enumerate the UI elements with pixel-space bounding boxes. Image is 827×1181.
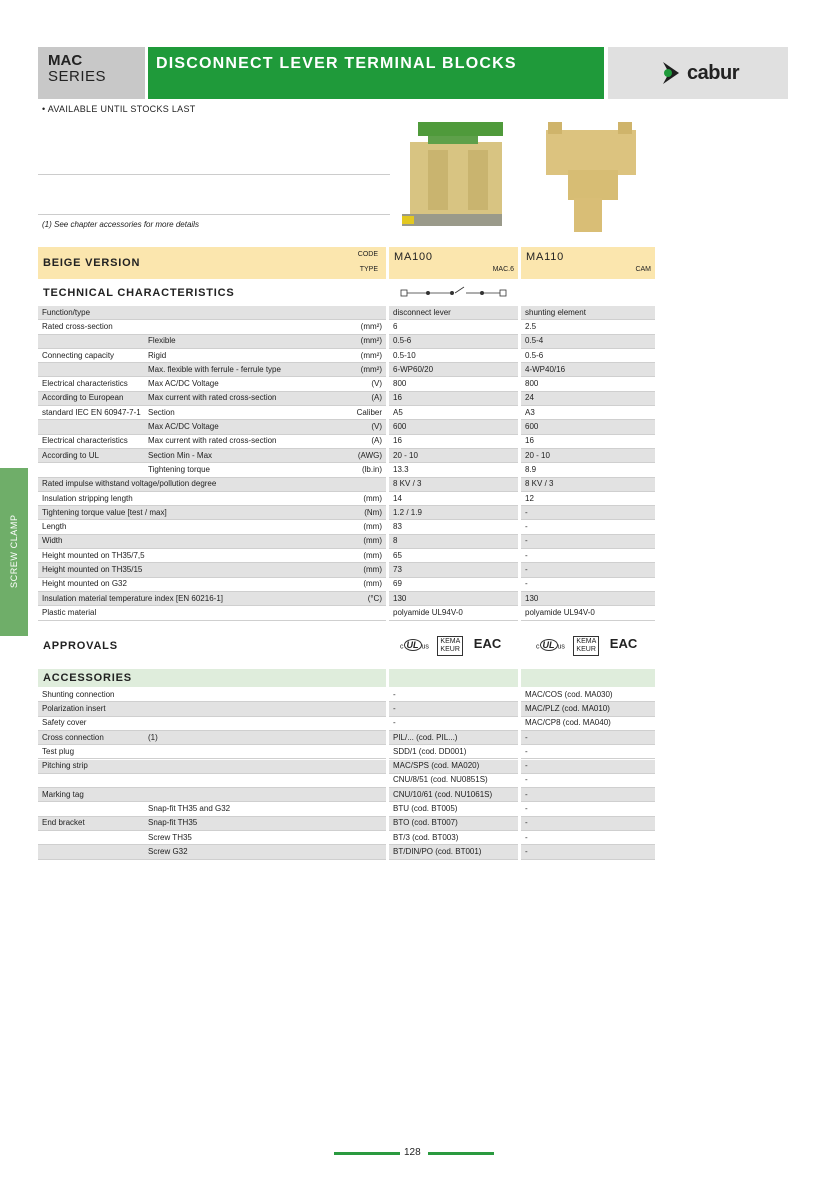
table-row: [38, 760, 655, 774]
brand-name: cabur: [687, 61, 739, 84]
table-row: [38, 717, 655, 731]
row-sublabel: Screw TH35: [144, 831, 386, 845]
row-value-ma110: 8 KV / 3: [521, 478, 655, 492]
table-row: [38, 378, 655, 392]
row-value-ma110: 0.5-6: [521, 349, 655, 363]
row-value-ma100: 6-WP60/20: [389, 363, 518, 377]
row-label: Electrical characteristics: [38, 378, 144, 392]
row-value-ma100: 69: [389, 578, 518, 592]
row-value-ma110: 600: [521, 420, 655, 434]
row-value-ma110: -: [521, 521, 655, 535]
row-unit: (A): [350, 392, 386, 406]
row-label: Connecting capacity: [38, 349, 144, 363]
brand-logo: [608, 47, 788, 99]
series-name: MAC: [48, 52, 83, 69]
version-label: BEIGE VERSION: [43, 257, 141, 269]
row-value-ma110: MAC/PLZ (cod. MA010): [521, 702, 655, 716]
row-label: According to European: [38, 392, 144, 406]
row-unit: (mm²): [350, 335, 386, 349]
row-label: Marking tag: [38, 788, 144, 802]
approvals-col2: [536, 636, 637, 656]
col2-type: CAM: [635, 266, 651, 273]
row-value-ma110: 130: [521, 592, 655, 606]
table-row: [38, 802, 655, 816]
row-label: Height mounted on G32: [38, 578, 350, 592]
side-tab-label: SCREW CLAMP: [9, 514, 19, 588]
row-unit: (mm): [350, 492, 386, 506]
table-row: [38, 606, 655, 620]
row-value-ma100: 65: [389, 549, 518, 563]
keur-text: KEUR: [440, 646, 460, 653]
table-row: [38, 745, 655, 759]
row-label: Polarization insert: [38, 702, 144, 716]
row-value-ma100: 1.2 / 1.9: [389, 506, 518, 520]
row-sublabel: [144, 702, 386, 716]
ul-us: us: [557, 643, 565, 651]
row-unit: (V): [350, 378, 386, 392]
col2-header: [521, 247, 655, 279]
table-row: [38, 774, 655, 788]
row-value-ma100: BT/DIN/PO (cod. BT001): [389, 845, 518, 859]
row-value-ma100: PIL/... (cod. PIL...): [389, 731, 518, 745]
kema-text: KEMA: [576, 638, 597, 645]
page-bar-right: [428, 1152, 494, 1155]
ul-c: c: [536, 643, 540, 651]
row-value-ma110: -: [521, 535, 655, 549]
table-row: [38, 506, 655, 520]
row-sublabel: [144, 688, 386, 702]
row-label: [38, 335, 144, 349]
table-row: [38, 449, 655, 463]
row-label: [38, 802, 144, 816]
row-unit: (mm²): [350, 349, 386, 363]
table-row: [38, 788, 655, 802]
table-row: [38, 478, 655, 492]
table-row: [38, 463, 655, 477]
row-value-ma100: 8: [389, 535, 518, 549]
table-row: [38, 349, 655, 363]
row-unit: (AWG): [350, 449, 386, 463]
ul-c: c: [400, 643, 404, 651]
row-value-ma110: 0.5-4: [521, 335, 655, 349]
row-value-ma100: 0.5-10: [389, 349, 518, 363]
row-unit: (A): [350, 435, 386, 449]
row-value-ma110: 800: [521, 378, 655, 392]
table-row: [38, 845, 655, 859]
row-value-ma110: 12: [521, 492, 655, 506]
row-sublabel: Tightening torque: [144, 463, 350, 477]
row-sublabel: Max. flexible with ferrule - ferrule type: [144, 363, 350, 377]
row-unit: (mm): [350, 563, 386, 577]
row-sublabel: Flexible: [144, 335, 350, 349]
row-label: Safety cover: [38, 717, 144, 731]
col1-type: MAC.6: [492, 266, 514, 273]
row-label: [38, 774, 144, 788]
row-value-ma100: BTO (cod. BT007): [389, 817, 518, 831]
row-sublabel: Max current with rated cross-section: [144, 392, 350, 406]
table-row: [38, 406, 655, 420]
row-sublabel: [144, 788, 386, 802]
row-sublabel: (1): [144, 731, 386, 745]
row-value-ma100: 130: [389, 592, 518, 606]
row-sublabel: Rigid: [144, 349, 350, 363]
row-value-ma100: -: [389, 688, 518, 702]
row-value-ma110: MAC/CP8 (cod. MA040): [521, 717, 655, 731]
accessories-header-col2: [521, 669, 655, 687]
row-value-ma100: 0.5-6: [389, 335, 518, 349]
row-value-ma110: -: [521, 549, 655, 563]
row-label: Function/type: [38, 306, 350, 320]
row-label: Height mounted on TH35/7,5: [38, 549, 350, 563]
product-image-ma100: [398, 120, 513, 232]
row-unit: (mm²): [350, 363, 386, 377]
row-value-ma100: CNU/10/61 (cod. NU1061S): [389, 788, 518, 802]
row-value-ma100: CNU/8/51 (cod. NU0851S): [389, 774, 518, 788]
row-label: End bracket: [38, 817, 144, 831]
row-value-ma110: shunting element: [521, 306, 655, 320]
page-bar-left: [334, 1152, 400, 1155]
row-label: Insulation stripping length: [38, 492, 350, 506]
row-value-ma110: 16: [521, 435, 655, 449]
table-row: [38, 435, 655, 449]
type-label: TYPE: [359, 266, 378, 273]
row-value-ma100: 16: [389, 435, 518, 449]
divider: [38, 214, 390, 215]
row-label: Height mounted on TH35/15: [38, 563, 350, 577]
table-row: [38, 831, 655, 845]
row-value-ma100: BT/3 (cod. BT003): [389, 831, 518, 845]
row-value-ma110: -: [521, 831, 655, 845]
table-row: [38, 731, 655, 745]
row-value-ma110: MAC/COS (cod. MA030): [521, 688, 655, 702]
row-value-ma100: A5: [389, 406, 518, 420]
version-header: [38, 247, 386, 279]
table-row: [38, 320, 655, 334]
row-label: Tightening torque value [test / max]: [38, 506, 350, 520]
eac-icon: EAC: [473, 636, 502, 652]
row-sublabel: Snap-fit TH35: [144, 817, 386, 831]
table-row: [38, 817, 655, 831]
row-label: Rated cross-section: [38, 320, 350, 334]
col1-code: MA100: [394, 251, 433, 263]
table-row: [38, 702, 655, 716]
row-value-ma110: A3: [521, 406, 655, 420]
ul-mark-icon: UL: [404, 639, 422, 651]
row-value-ma110: -: [521, 845, 655, 859]
table-row: [38, 563, 655, 577]
row-value-ma110: -: [521, 731, 655, 745]
row-sublabel: Max current with rated cross-section: [144, 435, 350, 449]
eac-icon: EAC: [609, 636, 638, 652]
row-value-ma110: 8.9: [521, 463, 655, 477]
row-value-ma100: 800: [389, 378, 518, 392]
row-label: Length: [38, 521, 350, 535]
row-label: Rated impulse withstand voltage/pollution degree: [38, 478, 350, 492]
row-unit: [350, 478, 386, 492]
row-sublabel: [144, 717, 386, 731]
row-value-ma110: -: [521, 578, 655, 592]
row-label: [38, 845, 144, 859]
row-value-ma110: -: [521, 506, 655, 520]
row-unit: (mm): [350, 521, 386, 535]
side-tab: [0, 468, 28, 636]
row-value-ma100: MAC/SPS (cod. MA020): [389, 760, 518, 774]
table-row: [38, 363, 655, 377]
row-unit: (V): [350, 420, 386, 434]
tech-title: TECHNICAL CHARACTERISTICS: [43, 287, 235, 299]
row-value-ma110: -: [521, 802, 655, 816]
row-unit: (mm): [350, 535, 386, 549]
row-value-ma110: -: [521, 817, 655, 831]
switch-symbol-icon: [400, 286, 510, 300]
row-unit: (mm): [350, 578, 386, 592]
row-unit: [350, 306, 386, 320]
row-sublabel: Max AC/DC Voltage: [144, 378, 350, 392]
row-value-ma110: -: [521, 788, 655, 802]
row-label: Pitching strip: [38, 760, 144, 774]
row-label: [38, 363, 144, 377]
row-value-ma110: -: [521, 760, 655, 774]
row-label: Electrical characteristics: [38, 435, 144, 449]
row-value-ma100: polyamide UL94V-0: [389, 606, 518, 620]
table-row: [38, 535, 655, 549]
row-value-ma100: 13.3: [389, 463, 518, 477]
cabur-logo-icon: [657, 60, 683, 86]
row-unit: (°C): [350, 592, 386, 606]
row-label: [38, 463, 144, 477]
row-value-ma100: -: [389, 717, 518, 731]
row-value-ma110: -: [521, 745, 655, 759]
row-value-ma110: 2.5: [521, 320, 655, 334]
row-sublabel: [144, 760, 386, 774]
row-label: Cross connection: [38, 731, 144, 745]
row-sublabel: [144, 745, 386, 759]
table-row: [38, 492, 655, 506]
row-label: According to UL: [38, 449, 144, 463]
row-unit: [350, 606, 386, 620]
series-label: SERIES: [48, 68, 107, 85]
row-value-ma100: 14: [389, 492, 518, 506]
row-value-ma100: SDD/1 (cod. DD001): [389, 745, 518, 759]
row-label: [38, 831, 144, 845]
table-row: [38, 335, 655, 349]
row-label: Width: [38, 535, 350, 549]
row-unit: Caliber: [350, 406, 386, 420]
divider: [38, 174, 390, 175]
row-sublabel: [144, 774, 386, 788]
row-sublabel: Max AC/DC Voltage: [144, 420, 350, 434]
ul-mark-icon: UL: [540, 639, 558, 651]
table-row: [38, 592, 655, 606]
row-value-ma100: BTU (cod. BT005): [389, 802, 518, 816]
availability-text: AVAILABLE UNTIL STOCKS LAST: [47, 104, 196, 114]
row-sublabel: Screw G32: [144, 845, 386, 859]
kema-keur-icon: [437, 636, 463, 656]
ul-us: us: [421, 643, 429, 651]
row-value-ma110: polyamide UL94V-0: [521, 606, 655, 620]
row-value-ma110: 20 - 10: [521, 449, 655, 463]
table-row: [38, 688, 655, 702]
accessories-title: ACCESSORIES: [43, 672, 132, 684]
series-box: [38, 47, 145, 99]
row-value-ma110: -: [521, 774, 655, 788]
product-image-ma110: [540, 120, 640, 235]
row-label: standard IEC EN 60947-7-1: [38, 406, 144, 420]
row-value-ma100: 600: [389, 420, 518, 434]
row-value-ma110: 24: [521, 392, 655, 406]
code-label: CODE: [357, 251, 378, 258]
row-unit: (mm): [350, 549, 386, 563]
row-value-ma100: 16: [389, 392, 518, 406]
approvals-col1: [400, 636, 501, 656]
table-row: [38, 392, 655, 406]
row-value-ma100: 83: [389, 521, 518, 535]
page-title: DISCONNECT LEVER TERMINAL BLOCKS: [148, 47, 604, 99]
row-value-ma110: -: [521, 563, 655, 577]
kema-text: KEMA: [440, 638, 461, 645]
table-row: [38, 578, 655, 592]
row-sublabel: Section Min - Max: [144, 449, 350, 463]
row-label: Shunting connection: [38, 688, 144, 702]
table-row: [38, 420, 655, 434]
footnote: (1) See chapter accessories for more details: [42, 220, 199, 229]
table-row: [38, 521, 655, 535]
row-label: Plastic material: [38, 606, 350, 620]
accessories-header-col1: [389, 669, 518, 687]
table-row: [38, 306, 655, 320]
approvals-title: APPROVALS: [43, 640, 118, 652]
keur-text: KEUR: [576, 646, 596, 653]
row-value-ma100: 20 - 10: [389, 449, 518, 463]
col1-header: [389, 247, 518, 279]
accessories-header: [38, 669, 386, 687]
row-value-ma100: 73: [389, 563, 518, 577]
availability-note: • AVAILABLE UNTIL STOCKS LAST: [42, 104, 196, 114]
row-value-ma100: 6: [389, 320, 518, 334]
row-unit: (mm²): [350, 320, 386, 334]
row-unit: (lb.in): [350, 463, 386, 477]
col2-code: MA110: [526, 251, 565, 263]
row-label: Test plug: [38, 745, 144, 759]
row-value-ma100: -: [389, 702, 518, 716]
row-sublabel: Snap-fit TH35 and G32: [144, 802, 386, 816]
row-label: Insulation material temperature index [EN 60216-1]: [38, 592, 350, 606]
row-value-ma100: 8 KV / 3: [389, 478, 518, 492]
row-value-ma100: disconnect lever: [389, 306, 518, 320]
row-sublabel: Section: [144, 406, 350, 420]
row-unit: (Nm): [350, 506, 386, 520]
page-number: [334, 1147, 494, 1161]
kema-keur-icon: [573, 636, 599, 656]
page-number-text: 128: [404, 1147, 421, 1158]
row-label: [38, 420, 144, 434]
row-value-ma110: 4-WP40/16: [521, 363, 655, 377]
table-row: [38, 549, 655, 563]
